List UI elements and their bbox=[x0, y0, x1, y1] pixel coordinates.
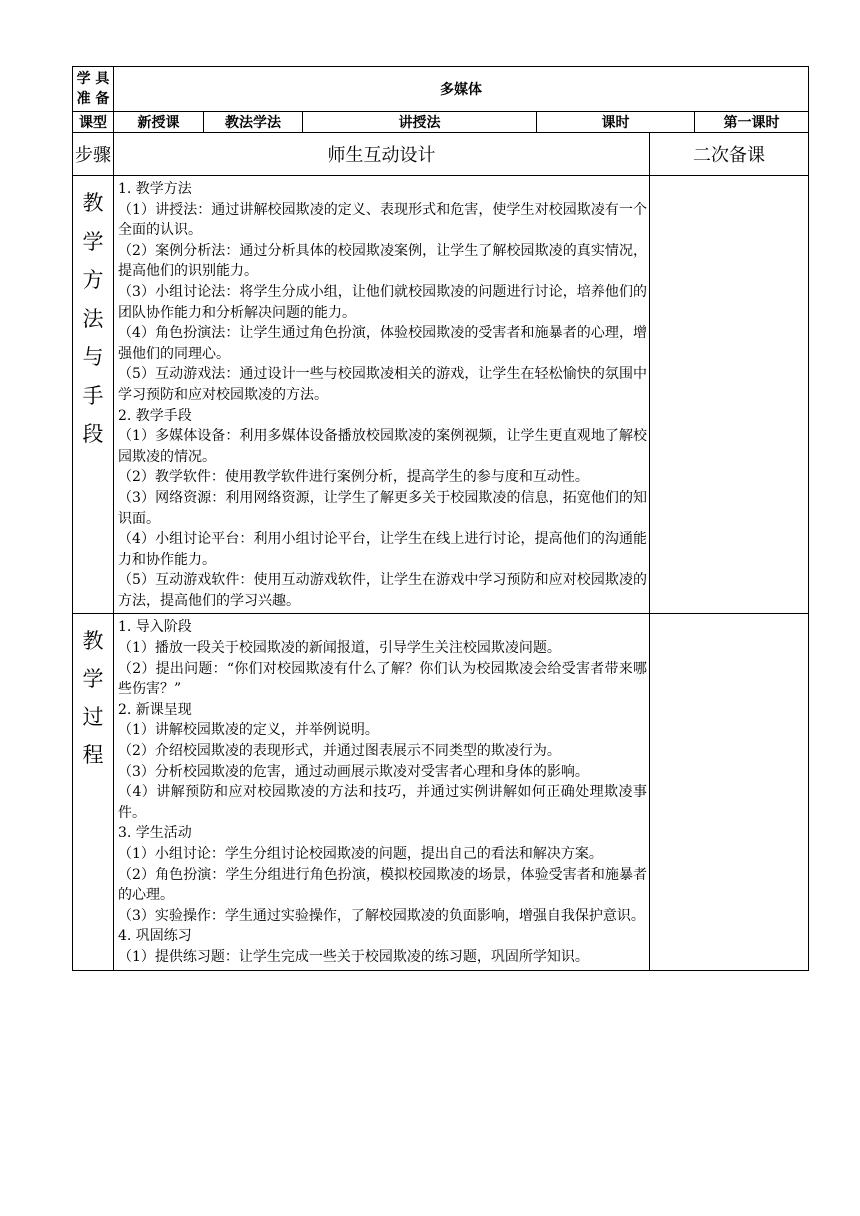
course-type-value: 新授课 bbox=[114, 112, 204, 133]
methods-line: （3）网络资源：利用网络资源，让学生了解更多关于校园欺凌的信息，拓宽他们的知识面。 bbox=[118, 489, 647, 527]
process-char: 过 bbox=[82, 705, 104, 730]
methods-line: （1）讲授法：通过讲解校园欺凌的定义、表现形式和危害，使学生对校园欺凌有一个全面的认识。 bbox=[118, 201, 647, 239]
methods-char: 教 bbox=[82, 191, 104, 215]
process-line: （2）提出问题：“你们对校园欺凌有什么了解？你们认为校园欺凌会给受害者带来哪些伤害？” bbox=[118, 660, 647, 698]
process-line: （2）角色扮演：学生分组进行角色扮演，模拟校园欺凌的场景，体验受害者和施暴者的心理。 bbox=[118, 866, 647, 904]
process-line: （4）讲解预防和应对校园欺凌的方法和技巧，并通过实例讲解如何正确处理欺凌事件。 bbox=[118, 784, 647, 821]
methods-char: 与 bbox=[82, 345, 104, 369]
prep-value: 多媒体 bbox=[114, 67, 809, 112]
course-type-row bbox=[73, 112, 809, 133]
process-line: （2）介绍校园欺凌的表现形式，并通过图表展示不同类型的欺凌行为。 bbox=[118, 743, 561, 760]
methods-line: 1. 教学方法 bbox=[118, 181, 192, 197]
process-vertical-label bbox=[73, 614, 114, 970]
prep-label bbox=[73, 67, 114, 112]
process-content bbox=[114, 614, 650, 970]
process-line: （1）提供练习题：让学生完成一些关于校园欺凌的练习题，巩固所学知识。 bbox=[118, 948, 589, 965]
process-line: （3）分析校园欺凌的危害，通过动画展示欺凌对受害者心理和身体的影响。 bbox=[118, 763, 589, 780]
methods-char: 方 bbox=[82, 268, 104, 292]
methods-char: 学 bbox=[82, 229, 104, 254]
methods-line: （2）教学软件：使用教学软件进行案例分析，提高学生的参与度和互动性。 bbox=[118, 469, 589, 486]
course-type-label: 课型 bbox=[73, 112, 114, 133]
process-char: 学 bbox=[82, 667, 104, 692]
methods-row bbox=[73, 176, 809, 614]
process-line: 2. 新课呈现 bbox=[118, 701, 192, 718]
process-char: 程 bbox=[82, 743, 104, 768]
method-label: 教法学法 bbox=[204, 112, 303, 133]
methods-vertical-label bbox=[73, 176, 114, 614]
methods-line: 2. 教学手段 bbox=[118, 407, 192, 424]
process-line: 4. 巩固练习 bbox=[118, 928, 192, 945]
methods-char: 法 bbox=[82, 306, 104, 331]
process-second-prep-cell bbox=[650, 614, 809, 970]
lesson-plan-sheet bbox=[72, 66, 808, 971]
methods-char: 手 bbox=[82, 383, 104, 408]
methods-line: （2）案例分析法：通过分析具体的校园欺凌案例，让学生了解校园欺凌的真实情况，提高他们的识别能力。 bbox=[118, 242, 647, 280]
process-line: 3. 学生活动 bbox=[118, 825, 192, 842]
process-line: （1）小组讨论：学生分组讨论校园欺凌的问题，提出自己的看法和解决方案。 bbox=[118, 846, 603, 862]
prep-row bbox=[73, 67, 809, 112]
prep-label-top: 学 具 bbox=[76, 71, 110, 87]
methods-line: （4）小组讨论平台：利用小组讨论平台，让学生在线上进行讨论，提高他们的沟通能力和协作能力。 bbox=[118, 531, 647, 568]
process-row bbox=[73, 614, 809, 970]
second-prep-label: 二次备课 bbox=[650, 133, 809, 176]
methods-char: 段 bbox=[82, 422, 104, 446]
process-line: （3）实验操作：学生通过实验操作，了解校园欺凌的负面影响，增强自我保护意识。 bbox=[118, 907, 645, 924]
prep-label-bottom: 准 备 bbox=[76, 91, 110, 107]
methods-line: （5）互动游戏软件：使用互动游戏软件，让学生在游戏中学习预防和应对校园欺凌的方法，提高他们的学习兴趣。 bbox=[118, 572, 647, 609]
methods-line: （5）互动游戏法：通过设计一些与校园欺凌相关的游戏，让学生在轻松愉快的氛围中学习预防和应对校园欺凌的方法。 bbox=[118, 366, 647, 403]
methods-content bbox=[114, 176, 650, 614]
method-value: 讲授法 bbox=[303, 112, 537, 133]
process-char: 教 bbox=[82, 629, 104, 654]
methods-line: （3）小组讨论法：将学生分成小组，让他们就校园欺凌的问题进行讨论，培养他们的团队协作能力和分析解决问题的能力。 bbox=[118, 283, 647, 321]
steps-row bbox=[73, 133, 809, 176]
methods-second-prep-cell bbox=[650, 176, 809, 614]
process-line: 1. 导入阶段 bbox=[118, 619, 192, 636]
methods-line: （1）多媒体设备：利用多媒体设备播放校园欺凌的案例视频，让学生更直观地了解校园欺凌的情况。 bbox=[118, 428, 647, 465]
lesson-plan-table bbox=[72, 66, 809, 971]
period-value: 第一课时 bbox=[695, 112, 809, 133]
period-label: 课时 bbox=[537, 112, 695, 133]
steps-label: 步骤 bbox=[73, 133, 114, 176]
process-line: （1）播放一段关于校园欺凌的新闻报道，引导学生关注校园欺凌问题。 bbox=[118, 640, 561, 657]
process-line: （1）讲解校园欺凌的定义，并举例说明。 bbox=[118, 722, 379, 739]
design-label: 师生互动设计 bbox=[114, 133, 650, 176]
methods-line: （4）角色扮演法：让学生通过角色扮演，体验校园欺凌的受害者和施暴者的心理，增强他们的同理心。 bbox=[118, 325, 647, 362]
